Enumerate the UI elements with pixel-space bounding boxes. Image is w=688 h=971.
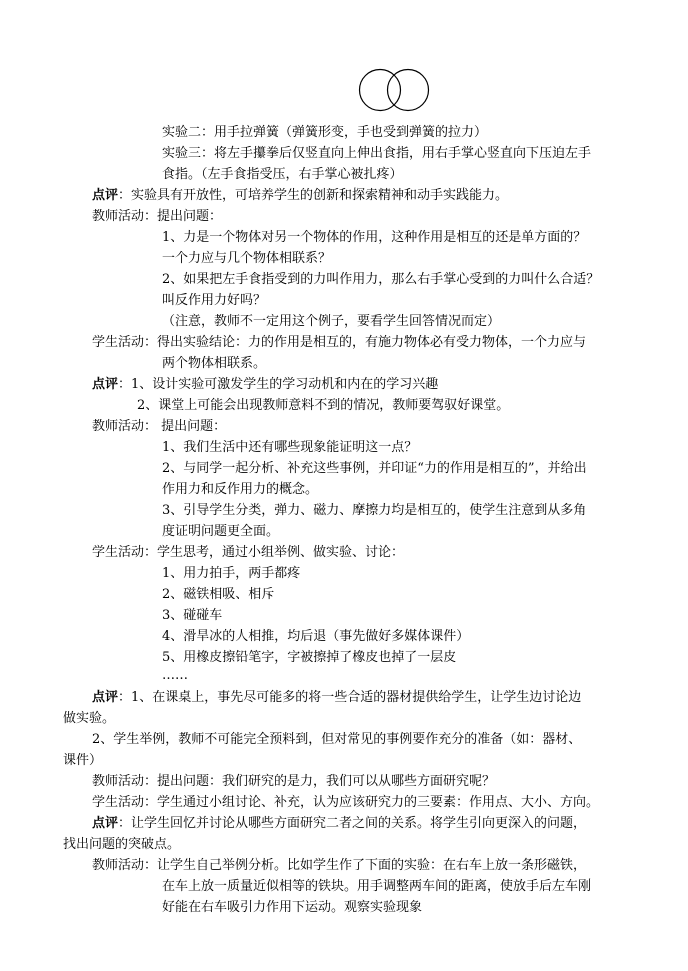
experiment-2-line: 实验二：用手拉弹簧（弹簧形变，手也受到弹簧的拉力） [162,125,488,140]
example-4: 4、滑旱冰的人相推，均后退（事先做好多媒体课件） [162,629,470,644]
prompt-3: 3、引导学生分类，弹力、磁力、摩擦力均是相互的，使学生注意到从多角 [162,503,587,518]
comment-4-continued: 找出问题的突破点。 [63,837,181,852]
student-activity-1: 学生活动：得出实验结论：力的作用是相互的，有施力物体必有受力物体，一个力应与 [92,335,587,350]
question-1: 1、力是一个物体对另一个物体的作用，这种作用是相互的还是单方面的？ [162,230,587,245]
right-circle [388,70,429,111]
teacher-activity-4-continued: 在车上放一质量近似相等的铁块。用手调整两车间的距离，使放手后左车刚 [162,879,592,894]
student-activity-3: 学生活动：学生通过小组讨论、补充，认为应该研究力的三要素：作用点、大小、方向。 [92,795,600,810]
comment-4 [92,815,586,832]
ellipsis: …… [162,668,188,683]
question-2: 2、如果把左手食指受到的力叫作用力，那么右手掌心受到的力叫什么合适？ [162,272,600,287]
left-circle [360,70,401,111]
comment-2 [92,376,438,393]
comment-text: ：1、设计实验可激发学生的学习动机和内在的学习兴趣 [118,377,439,392]
prompt-3-continued: 度证明问题更全面。 [162,524,280,539]
experiment-3-continued: 食指。（左手食指受压，右手掌心被扎疼） [162,167,403,182]
note-line: （注意，教师不一定用这个例子，要看学生回答情况而定） [162,314,501,329]
student-activity-1-continued: 两个物体相联系。 [162,356,267,371]
example-3: 3、碰碰车 [162,608,223,623]
experiment-3-line: 实验三：将左手攥拳后仅竖直向上伸出食指，用右手掌心竖直向下压迫左手 [162,146,592,161]
student-activity-2: 学生活动：学生思考，通过小组举例、做实验、讨论： [92,545,405,560]
two-circles-figure [358,68,430,114]
example-1: 1、用力拍手，两手都疼 [162,566,301,581]
teacher-activity-1: 教师活动：提出问题： [92,209,223,224]
prompt-1: 1、我们生活中还有哪些现象能证明这一点？ [162,440,418,455]
teacher-activity-2: 教师活动： 提出问题： [92,419,227,434]
comment-3 [92,689,581,706]
comment-1 [92,187,508,204]
question-1-continued: 一个力应与几个物体相联系？ [162,251,332,266]
teacher-activity-3: 教师活动：提出问题：我们研究的是力，我们可以从哪些方面研究呢？ [92,774,496,789]
prompt-2-continued: 作用力和反作用力的概念。 [162,482,319,497]
comment-label: 点评 [92,816,119,831]
teacher-activity-4-end: 好能在右车吸引力作用下运动。观察实验现象 [162,900,423,915]
comment-label: 点评 [92,188,119,203]
comment-label: 点评 [92,690,119,705]
comment-3-continued: 做实验。 [63,711,116,726]
comment-3-item-2-continued: 课件） [63,753,103,768]
teacher-activity-4: 教师活动：让学生自己举例分析。比如学生作了下面的实验：在右车上放一条形磁铁， [92,858,587,873]
question-2-continued: 叫反作用力好吗？ [162,293,267,308]
comment-text: ：1、在课桌上，事先尽可能多的将一些合适的器材提供给学生，让学生边讨论边 [118,690,582,705]
example-5: 5、用橡皮擦铅笔字，字被擦掉了橡皮也掉了一层皮 [162,650,457,665]
comment-text: ：让学生回忆并讨论从哪些方面研究二者之间的关系。将学生引向更深入的问题， [118,816,587,831]
comment-2-item-2: 2、课堂上可能会出现教师意料不到的情况，教师要驾驭好课堂。 [137,398,510,413]
prompt-2: 2、与同学一起分析、补充这些事例，并印证“力的作用是相互的”，并给出 [162,461,587,476]
comment-text: ：实验具有开放性，可培养学生的创新和探索精神和动手实践能力。 [118,188,509,203]
comment-3-item-2: 2、学生举例，教师不可能完全预料到，但对常见的事例要作充分的准备（如：器材、 [92,732,582,747]
comment-label: 点评 [92,377,119,392]
example-2: 2、磁铁相吸、相斥 [162,587,275,602]
